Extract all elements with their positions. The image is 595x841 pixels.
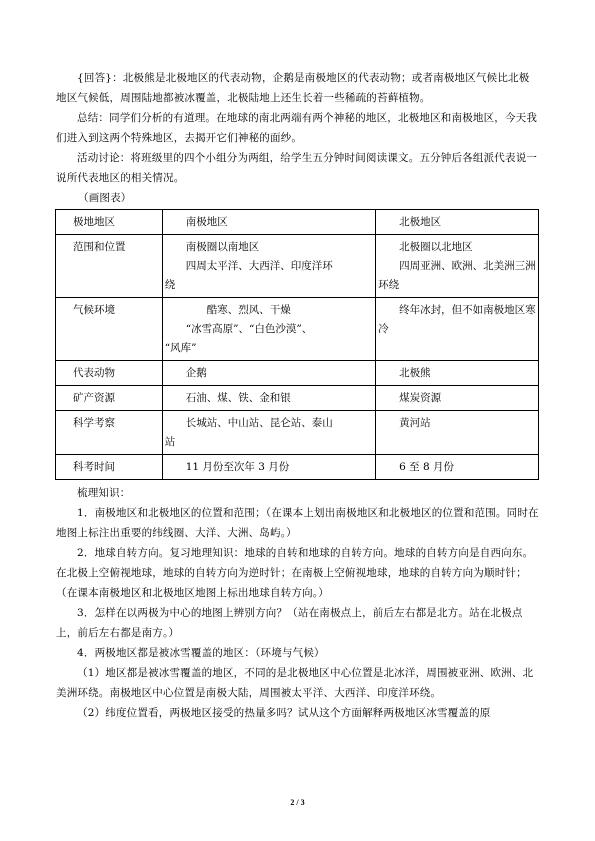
row-label: 矿产资源 [56,386,163,411]
north-cell: 终年冰封，但不如南极地区寒 冷 [376,298,539,361]
table-row [56,298,539,361]
table-row [56,455,539,480]
knowledge-item-4: 4．两极地区都是被冰雪覆盖的地区：（环境与气候） [77,647,325,659]
south-cell: 石油、煤、铁、金和银 [162,386,375,411]
table-row [56,235,539,298]
table-caption: （画图表） [78,192,132,204]
south-cell: 企鹅 [162,361,375,386]
header-cell-north: 北极地区 [376,210,539,235]
knowledge-item-2: 2．地球自转方向。复习地理知识：地球的自转和地球的自转方向。地球的自转方向是自西向东。在北极上空俯视地球，地球的自转方向为逆时针；在南极上空俯视地球，地球的自转方向为顺时针；（在课本南极地区和北极地区地图上标出地球自转方向。） [56,547,534,599]
knowledge-item-4-2: （2）纬度位置看，两极地区接受的热量多吗？试从这个方面解释两极地区冰雪覆盖的原 [77,707,491,719]
activity-paragraph: 活动讨论：将班级里的四个小组分为两组，给学生五分钟时间阅读课文。五分钟后各组派代表说一说所代表地区的相关情况。 [56,152,538,184]
row-label: 科考时间 [56,455,163,480]
knowledge-item-4-1: （1）地区都是被冰雪覆盖的地区，不同的是北极地区中心位置是北冰洋，周围被亚洲、欧洲、北美洲环绕。南极地区中心位置是南极大陆，周围被太平洋、大西洋、印度洋环绕。 [56,667,534,699]
row-label: 范围和位置 [56,235,163,298]
north-cell: 6 至 8 月份 [376,455,539,480]
north-cell: 北极熊 [376,361,539,386]
header-cell-south: 南极地区 [162,210,375,235]
page-number: 2 / 3 [290,798,305,807]
row-label: 代表动物 [56,361,163,386]
knowledge-item-3: 3．怎样在以两极为中心的地图上辨别方向？（站在南极点上，前后左右都是北方。站在北极点上，前后左右都是南方。） [56,607,523,639]
table-header-row [56,210,539,235]
header-cell-region: 极地地区 [56,210,163,235]
document-body [56,68,539,723]
row-label: 气候环境 [56,298,163,361]
north-cell: 黄河站 [376,411,539,455]
row-label: 科学考察 [56,411,163,455]
south-cell: 11 月份至次年 3 月份 [162,455,375,480]
table-row [56,411,539,455]
south-cell: 长城站、中山站、昆仑站、泰山 站 [162,411,375,455]
north-cell: 煤炭资源 [376,386,539,411]
knowledge-heading: 梳理知识： [77,487,131,499]
table-row [56,361,539,386]
knowledge-item-1: 1．南极地区和北极地区的位置和范围；（在课本上划出南极地区和北极地区的位置和范围。同时在地图上标注出重要的纬线圈、大洋、大洲、岛屿。） [56,507,539,539]
polar-comparison-table [55,209,539,480]
table-row [56,386,539,411]
north-cell: 北极圈以北地区 四周亚洲、欧洲、北美洲三洲 环绕 [376,235,539,298]
answer-paragraph: {回答}：北极熊是北极地区的代表动物，企鹅是南极地区的代表动物；或者南极地区气候比北极地区气候低，周围陆地都被冰覆盖，北极陆地上还生长着一些稀疏的苔藓植物。 [56,72,530,104]
south-cell: 南极圈以南地区 四周太平洋、大西洋、印度洋环 绕 [162,235,375,298]
summary-paragraph: 总结：同学们分析的有道理。在地球的南北两端有两个神秘的地区，北极地区和南极地区，今天我们进入到这两个特殊地区，去揭开它们神秘的面纱。 [56,112,538,144]
south-cell: 酷寒、烈风、干燥 “冰雪高原”、“白色沙漠”、 “风库” [162,298,375,361]
